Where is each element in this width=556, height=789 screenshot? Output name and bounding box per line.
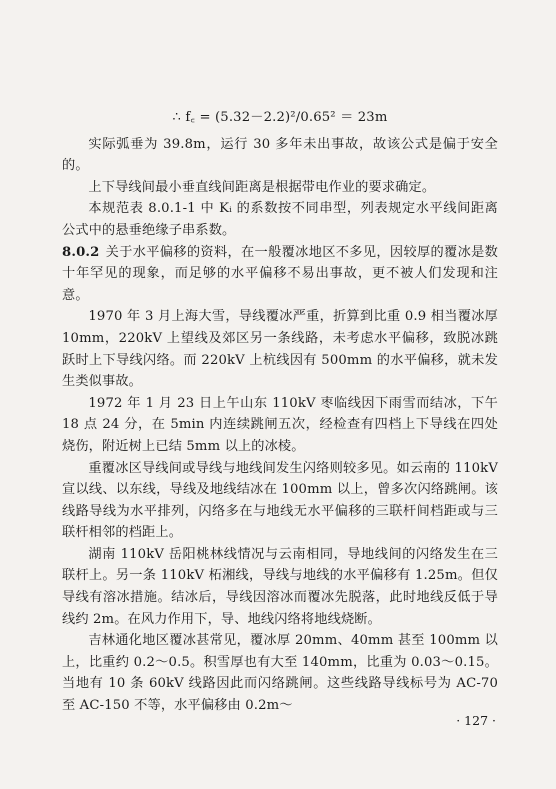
- section-8-0-2: [62, 242, 498, 307]
- paragraph: 本规范表 8.0.1-1 中 Kᵢ 的系数按不同串型，列表规定水平线间距离公式中的悬垂绝缘子串系数。: [62, 201, 498, 238]
- paragraph: 重覆冰区导线间或导线与地线间发生闪络则较多见。如云南的 110kV 宣以线、以东线，导线及地线结冰在 100mm 以上，曾多次闪络跳闸。该线路导线为水平排列，闪络多在与地线无水平偏移的三联杆间档距或与三联杆相邻的档距上。: [62, 460, 498, 541]
- page-number: · 127 ·: [456, 713, 496, 728]
- paragraph: 上下导线间最小垂直线间距离是根据带电作业的要求确定。: [88, 179, 436, 195]
- paragraph: 实际弧垂为 39.8m，运行 30 多年未出事故，故该公式是偏于安全的。: [62, 136, 498, 174]
- paragraph: 吉林通化地区覆冰甚常见，覆冰厚 20mm、40mm 甚至 100mm 以上，比重约 0.2～0.5。积雪厚也有大至 140mm，比重为 0.03～0.15。当地有 10 条 60kV 线路因此而闪络跳闸。这些线路导线标号为 AC-70 至 AC-150 不等，水平偏移由 0.2m～: [62, 633, 498, 714]
- section-text: 关于水平偏移的资料，在一般覆冰地区不多见，因较厚的覆冰是数十年罕见的现象，而足够的水平偏移不易出事故，更不被人们发现和注意。: [62, 244, 498, 303]
- paragraph: 湖南 110kV 岳阳桃林线情况与云南相同，导地线间的闪络发生在三联杆上。另一条 110kV 柘湘线，导线与地线的水平偏移有 1.25m。但仅导线有溶冰措施。结冰后，导线因溶冰而覆冰先脱落，此时地线反低于导线约 2m。在风力作用下，导、地线闪络将地线烧断。: [62, 546, 498, 627]
- section-number: 8.0.2: [62, 244, 100, 260]
- paragraph: 1972 年 1 月 23 日上午山东 110kV 枣临线因下雨雪而结冰，下午 18 点 24 分，在 5min 内连续跳闸五次，经检查有四档上下导线在四处烧伤，附近树上已结 5mm 以上的冰棱。: [62, 395, 498, 454]
- formula: ∴ f꜀ = (5.32－2.2)²/0.65² ＝ 23m: [172, 110, 388, 125]
- paragraph: 1970 年 3 月上海大雪，导线覆冰严重，折算到比重 0.9 相当覆冰厚 10mm，220kV 上望线及郊区另一条线路，未考虑水平偏移，致脱冰跳跃时上下导线闪络。而 220kV 上杭线因有 500mm 的水平偏移，就未发生类似事故。: [62, 309, 498, 390]
- body-text: [62, 107, 498, 717]
